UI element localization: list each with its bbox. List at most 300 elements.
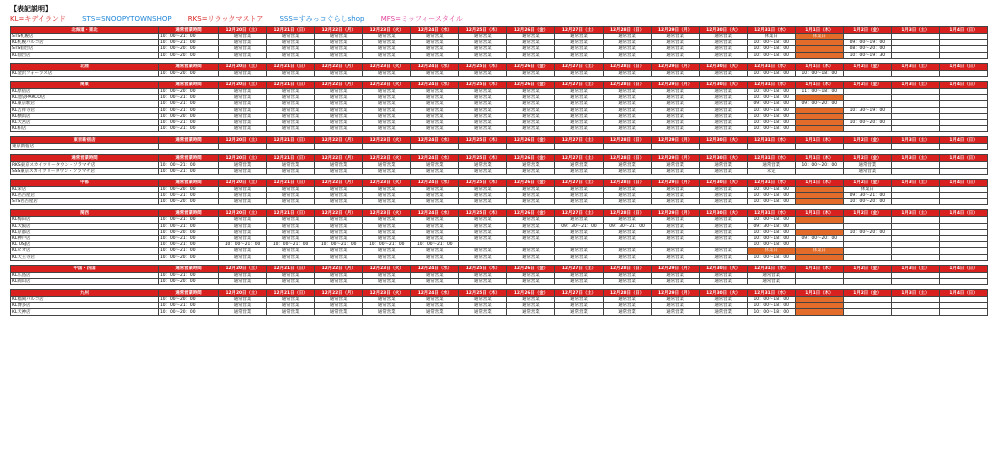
day-hours-cell: 通常営業 <box>603 95 651 101</box>
day-hours-cell <box>891 126 939 132</box>
day-hours-cell: 通常営業 <box>219 278 267 284</box>
region-table <box>10 209 988 260</box>
day-hours-cell: 通常営業 <box>267 70 315 76</box>
day-header: 12月23日（火） <box>363 63 411 70</box>
day-hours-cell: 10：00～18：00 <box>747 95 795 101</box>
region-name: 中部 <box>11 179 159 186</box>
day-hours-cell: 通常営業 <box>699 52 747 58</box>
region-name: 関西 <box>11 210 159 217</box>
day-hours-cell: 10：00～18：00 <box>747 107 795 113</box>
day-header: 12月26日（金） <box>507 210 555 217</box>
region-name: 北陸 <box>11 63 159 70</box>
day-header: 12月24日（水） <box>411 137 459 144</box>
schedule-tables <box>10 26 988 320</box>
header-row <box>11 265 988 272</box>
day-header: 12月23日（火） <box>363 155 411 162</box>
day-hours-cell: 通常営業 <box>651 254 699 260</box>
day-hours-cell: 通常営業 <box>363 95 411 101</box>
day-hours-cell <box>795 278 843 284</box>
day-hours-cell: 通常営業 <box>507 70 555 76</box>
day-hours-cell: 09：30～18：00 <box>747 223 795 229</box>
day-hours-cell: 09：00～18：00 <box>747 101 795 107</box>
day-hours-cell: 通常営業 <box>459 217 507 223</box>
region-table <box>10 154 988 174</box>
day-header: 12月21日（日） <box>267 137 315 144</box>
day-header: 12月24日（水） <box>411 179 459 186</box>
regular-hours: 10：00～21：00 <box>159 193 219 199</box>
day-header: 1月4日（日） <box>939 63 987 70</box>
day-hours-cell: 通常営業 <box>267 199 315 205</box>
day-hours-cell: 通常営業 <box>219 186 267 192</box>
store-name: KL横浜店 <box>11 113 159 119</box>
day-hours-cell: 10：00～21：00 <box>315 242 363 248</box>
day-hours-cell: 通常営業 <box>507 52 555 58</box>
day-hours-cell: 通常営業 <box>363 199 411 205</box>
day-hours-cell: 通常営業 <box>507 46 555 52</box>
header-row <box>11 210 988 217</box>
store-name: KL原宿店 <box>11 88 159 94</box>
day-hours-cell: 通常営業 <box>315 52 363 58</box>
day-header: 1月4日（日） <box>939 137 987 144</box>
day-header: 12月21日（日） <box>267 155 315 162</box>
day-hours-cell: 通常営業 <box>843 168 891 174</box>
day-hours-cell: 通常営業 <box>507 229 555 235</box>
day-hours-cell: 通常営業 <box>219 119 267 125</box>
day-header: 12月20日（土） <box>219 290 267 297</box>
day-hours-cell: 通常営業 <box>603 40 651 46</box>
day-hours-cell: 通常営業 <box>603 119 651 125</box>
day-hours-cell: 通常営業 <box>411 162 459 168</box>
day-hours-cell: 通常営業 <box>555 88 603 94</box>
day-hours-cell: 通常営業 <box>699 101 747 107</box>
day-hours-cell <box>891 199 939 205</box>
day-hours-cell: 10：00～18：00 <box>747 193 795 199</box>
day-hours-cell: 通常営業 <box>219 52 267 58</box>
regular-hours: 10：00～21：00 <box>159 95 219 101</box>
day-header: 12月28日（日） <box>603 137 651 144</box>
day-hours-cell: 通常営業 <box>507 254 555 260</box>
day-header: 12月31日（水） <box>747 210 795 217</box>
day-hours-cell: 通常営業 <box>747 272 795 278</box>
day-header: 1月1日（木） <box>795 27 843 34</box>
day-hours-cell: 通常営業 <box>459 88 507 94</box>
day-hours-cell: 通常営業 <box>507 309 555 315</box>
day-hours-cell: 通常営業 <box>507 297 555 303</box>
day-hours-cell: 通常営業 <box>363 52 411 58</box>
day-header: 12月27日（土） <box>555 179 603 186</box>
day-hours-cell: 通常営業 <box>315 126 363 132</box>
day-hours-cell <box>939 309 987 315</box>
day-hours-cell: 通常営業 <box>699 297 747 303</box>
day-header: 12月20日（土） <box>219 27 267 34</box>
day-hours-cell: 通常営業 <box>699 254 747 260</box>
day-hours-cell: 通常営業 <box>507 162 555 168</box>
legend <box>10 4 477 24</box>
day-hours-cell: 通常営業 <box>555 248 603 254</box>
day-header: 12月30日（火） <box>699 290 747 297</box>
day-hours-cell: 通常営業 <box>315 95 363 101</box>
hours-header: 通常営業時間 <box>159 155 219 162</box>
day-hours-cell: 通常営業 <box>411 199 459 205</box>
day-hours-cell: 通常営業 <box>651 186 699 192</box>
day-header: 12月31日（水） <box>747 155 795 162</box>
hours-header: 通常営業時間 <box>159 27 219 34</box>
day-hours-cell: 10：00～18：00 <box>747 186 795 192</box>
day-hours-cell: 通常営業 <box>555 95 603 101</box>
day-hours-cell: 通常営業 <box>363 119 411 125</box>
day-hours-cell: 通常営業 <box>699 34 747 40</box>
day-hours-cell: 通常営業 <box>219 199 267 205</box>
day-header: 1月2日（金） <box>843 63 891 70</box>
day-hours-cell: 通常営業 <box>219 40 267 46</box>
day-hours-cell: 09：00～20：00 <box>795 101 843 107</box>
day-hours-cell: 10：00～21：00 <box>411 242 459 248</box>
hours-table <box>10 289 988 316</box>
day-hours-cell: 通常営業 <box>267 168 315 174</box>
day-hours-cell: 通常営業 <box>219 101 267 107</box>
day-hours-cell: 通常営業 <box>603 70 651 76</box>
region-table <box>10 26 988 59</box>
day-hours-cell: 通常営業 <box>603 88 651 94</box>
day-header: 12月26日（金） <box>507 265 555 272</box>
day-hours-cell: 通常営業 <box>315 309 363 315</box>
day-hours-cell: 通常営業 <box>267 107 315 113</box>
regular-hours: 10：00～20：00 <box>159 70 219 76</box>
day-hours-cell <box>891 254 939 260</box>
day-hours-cell: 通常営業 <box>267 297 315 303</box>
day-header: 1月2日（金） <box>843 210 891 217</box>
day-hours-cell: 通常営業 <box>219 223 267 229</box>
day-header: 12月22日（月） <box>315 137 363 144</box>
regular-hours: 10：00～21：00 <box>159 168 219 174</box>
day-header: 1月4日（日） <box>939 81 987 88</box>
day-header: 12月31日（水） <box>747 290 795 297</box>
regular-hours: 10：00～20：00 <box>159 46 219 52</box>
hours-table <box>10 154 988 174</box>
day-hours-cell: 通常営業 <box>219 113 267 119</box>
day-hours-cell: 通常営業 <box>267 254 315 260</box>
region-name: 東京新宿店 <box>11 137 159 144</box>
day-hours-cell: 通常営業 <box>411 113 459 119</box>
store-name: KL池袋PARCO店 <box>11 95 159 101</box>
day-hours-cell: 通常営業 <box>699 168 747 174</box>
day-hours-cell: 通常営業 <box>843 162 891 168</box>
day-hours-cell: 通常営業 <box>603 46 651 52</box>
day-hours-cell: 通常営業 <box>315 101 363 107</box>
day-hours-cell: 11：00～18：00 <box>795 88 843 94</box>
day-hours-cell: 通常営業 <box>219 309 267 315</box>
store-row <box>11 199 988 205</box>
day-hours-cell: 通常営業 <box>555 303 603 309</box>
region-name: 通常営業時間 <box>11 155 159 162</box>
day-hours-cell: 通常営業 <box>459 52 507 58</box>
store-name: KL福岡パルコ店 <box>11 297 159 303</box>
day-header: 12月26日（金） <box>507 81 555 88</box>
day-header: 12月25日（木） <box>459 137 507 144</box>
regular-hours: 10：00～21：00 <box>159 272 219 278</box>
day-hours-cell <box>795 144 843 150</box>
day-hours-cell: 通常営業 <box>267 217 315 223</box>
day-header: 12月27日（土） <box>555 265 603 272</box>
day-header: 12月22日（月） <box>315 265 363 272</box>
day-hours-cell <box>795 309 843 315</box>
day-header: 12月20日（土） <box>219 137 267 144</box>
day-hours-cell: 通常営業 <box>603 168 651 174</box>
day-hours-cell: 通常営業 <box>699 162 747 168</box>
day-hours-cell: 通常営業 <box>699 186 747 192</box>
day-hours-cell: 通常営業 <box>315 297 363 303</box>
day-hours-cell: 10：00～18：00 <box>747 199 795 205</box>
day-hours-cell: 通常営業 <box>651 119 699 125</box>
day-hours-cell: 10：00～18：00 <box>747 70 795 76</box>
day-hours-cell: 通常営業 <box>411 95 459 101</box>
day-hours-cell: 10：00～18：00 <box>747 40 795 46</box>
hours-table <box>10 63 988 77</box>
day-hours-cell: 通常営業 <box>651 113 699 119</box>
day-header: 12月27日（土） <box>555 290 603 297</box>
day-hours-cell: 通常営業 <box>411 88 459 94</box>
regular-hours: 10：00～20：00 <box>159 52 219 58</box>
day-hours-cell: 通常営業 <box>699 126 747 132</box>
day-hours-cell: 通常営業 <box>651 297 699 303</box>
day-header: 12月27日（土） <box>555 81 603 88</box>
day-hours-cell: 通常営業 <box>267 95 315 101</box>
regular-hours: 10：00～21：00 <box>159 119 219 125</box>
day-header: 12月27日（土） <box>555 27 603 34</box>
day-hours-cell: 通常営業 <box>363 254 411 260</box>
hours-header: 通常営業時間 <box>159 179 219 186</box>
store-row <box>11 144 988 150</box>
day-hours-cell: 通常営業 <box>363 303 411 309</box>
day-hours-cell: 通常営業 <box>267 162 315 168</box>
day-hours-cell: 通常営業 <box>459 223 507 229</box>
day-hours-cell: 通常営業 <box>267 52 315 58</box>
region-name: 九州 <box>11 290 159 297</box>
day-hours-cell: 通常営業 <box>267 229 315 235</box>
day-hours-cell: 通常営業 <box>315 229 363 235</box>
day-hours-cell: 通常営業 <box>363 272 411 278</box>
day-hours-cell: 通常営業 <box>315 235 363 241</box>
day-hours-cell: 通常営業 <box>219 303 267 309</box>
regular-hours: 10：00～20：00 <box>159 254 219 260</box>
day-hours-cell <box>939 52 987 58</box>
day-hours-cell: 休業日 <box>795 34 843 40</box>
day-header: 12月21日（日） <box>267 179 315 186</box>
day-hours-cell: 通常営業 <box>507 217 555 223</box>
day-hours-cell: 通常営業 <box>363 162 411 168</box>
day-hours-cell: 通常営業 <box>411 40 459 46</box>
regular-hours: 10：00～20：00 <box>159 229 219 235</box>
store-name: KLビオ店 <box>11 248 159 254</box>
day-header: 12月31日（水） <box>747 81 795 88</box>
day-header: 12月27日（土） <box>555 210 603 217</box>
day-hours-cell: 通常営業 <box>459 95 507 101</box>
day-header: 12月26日（金） <box>507 27 555 34</box>
day-hours-cell: 10：00～20：00 <box>843 199 891 205</box>
day-hours-cell: 通常営業 <box>459 119 507 125</box>
day-hours-cell: 通常営業 <box>219 248 267 254</box>
day-hours-cell: 通常営業 <box>699 229 747 235</box>
day-hours-cell: 通常営業 <box>507 248 555 254</box>
legend-key: SSS=すみっコぐらしshop <box>279 15 365 23</box>
header-row <box>11 27 988 34</box>
day-header: 12月23日（火） <box>363 27 411 34</box>
regular-hours: 10：00～21：00 <box>159 34 219 40</box>
regular-hours: 10：00～20：00 <box>159 297 219 303</box>
day-hours-cell: 通常営業 <box>699 278 747 284</box>
day-hours-cell <box>891 278 939 284</box>
region-name: 北海道・東北 <box>11 27 159 34</box>
day-hours-cell: 通常営業 <box>651 88 699 94</box>
day-hours-cell: 通常営業 <box>219 95 267 101</box>
day-hours-cell: 通常営業 <box>507 272 555 278</box>
day-hours-cell: 通常営業 <box>315 223 363 229</box>
day-hours-cell: 通常営業 <box>315 193 363 199</box>
day-hours-cell: 通常営業 <box>411 272 459 278</box>
day-hours-cell: 通常営業 <box>651 46 699 52</box>
day-hours-cell: 通常営業 <box>459 168 507 174</box>
region-table <box>10 265 988 285</box>
day-hours-cell: 通常営業 <box>219 107 267 113</box>
day-hours-cell <box>507 144 555 150</box>
store-row <box>11 278 988 284</box>
day-hours-cell: 通常営業 <box>315 162 363 168</box>
day-hours-cell: 10：00～18：00 <box>747 254 795 260</box>
regular-hours: 10：00～21：00 <box>159 101 219 107</box>
region-table <box>10 289 988 316</box>
day-header: 12月21日（日） <box>267 81 315 88</box>
day-hours-cell <box>891 144 939 150</box>
day-hours-cell: 通常営業 <box>507 88 555 94</box>
day-header: 12月24日（水） <box>411 63 459 70</box>
day-hours-cell: 通常営業 <box>363 217 411 223</box>
regular-hours: 10：00～21：00 <box>159 107 219 113</box>
day-hours-cell: 休業日 <box>747 34 795 40</box>
day-hours-cell: 通常営業 <box>507 303 555 309</box>
day-hours-cell: 通常営業 <box>459 297 507 303</box>
day-hours-cell: 通常営業 <box>363 46 411 52</box>
day-hours-cell: 通常営業 <box>555 193 603 199</box>
day-header: 12月20日（土） <box>219 179 267 186</box>
day-header: 1月2日（金） <box>843 155 891 162</box>
day-hours-cell <box>363 144 411 150</box>
legend-key: KL=キデイランド <box>10 15 66 23</box>
store-row <box>11 126 988 132</box>
day-hours-cell: 通常営業 <box>603 229 651 235</box>
day-hours-cell: 09：30～21：00 <box>603 223 651 229</box>
day-hours-cell: 10：00～18：00 <box>747 217 795 223</box>
day-hours-cell: 10：00～18：00 <box>747 229 795 235</box>
day-header: 12月24日（水） <box>411 290 459 297</box>
day-hours-cell: 10：00～20：00 <box>843 229 891 235</box>
day-header: 12月24日（水） <box>411 155 459 162</box>
day-header: 12月31日（水） <box>747 265 795 272</box>
hours-header: 通常営業時間 <box>159 210 219 217</box>
day-hours-cell: 通常営業 <box>411 70 459 76</box>
day-hours-cell: 通常営業 <box>699 303 747 309</box>
legend-key: MFS=ミッフィースタイル <box>380 15 463 23</box>
day-hours-cell: 通常営業 <box>315 119 363 125</box>
day-hours-cell: 通常営業 <box>459 235 507 241</box>
regular-hours: 10：00～20：00 <box>159 186 219 192</box>
day-hours-cell <box>795 254 843 260</box>
day-hours-cell: 通常営業 <box>315 107 363 113</box>
hours-table <box>10 209 988 260</box>
day-hours-cell: 通常営業 <box>555 52 603 58</box>
day-header: 12月23日（火） <box>363 137 411 144</box>
day-hours-cell <box>939 254 987 260</box>
day-header: 12月20日（土） <box>219 63 267 70</box>
day-hours-cell: 通常営業 <box>411 217 459 223</box>
day-hours-cell: 通常営業 <box>555 229 603 235</box>
store-name: KL仙台店 <box>11 52 159 58</box>
day-hours-cell: 通常営業 <box>651 101 699 107</box>
day-hours-cell: 通常営業 <box>315 199 363 205</box>
day-hours-cell: 通常営業 <box>507 119 555 125</box>
day-hours-cell: 通常営業 <box>747 278 795 284</box>
day-header: 1月2日（金） <box>843 265 891 272</box>
day-hours-cell: 10：00～18：00 <box>747 242 795 248</box>
day-header: 12月26日（金） <box>507 155 555 162</box>
day-hours-cell: 通常営業 <box>363 34 411 40</box>
day-header: 1月4日（日） <box>939 179 987 186</box>
day-header: 12月29日（月） <box>651 27 699 34</box>
day-hours-cell: 通常営業 <box>219 254 267 260</box>
regular-hours: 10：00～21：00 <box>159 242 219 248</box>
day-hours-cell: 通常営業 <box>363 168 411 174</box>
day-hours-cell: 通常営業 <box>603 297 651 303</box>
day-hours-cell: 通常営業 <box>315 248 363 254</box>
day-hours-cell: 通常営業 <box>699 107 747 113</box>
day-header: 1月2日（金） <box>843 27 891 34</box>
day-hours-cell: 通常営業 <box>507 168 555 174</box>
day-hours-cell: 通常営業 <box>555 126 603 132</box>
legend-key: RKS=リラックマストア <box>187 15 264 23</box>
day-hours-cell: 通常営業 <box>459 186 507 192</box>
day-hours-cell: 通常営業 <box>363 235 411 241</box>
day-header: 12月22日（月） <box>315 290 363 297</box>
day-hours-cell: 通常営業 <box>603 272 651 278</box>
day-hours-cell: 09：00～20：00 <box>795 235 843 241</box>
day-hours-cell: 10：00～18：00 <box>747 46 795 52</box>
day-hours-cell: 通常営業 <box>459 101 507 107</box>
region-table <box>10 81 988 132</box>
day-hours-cell: 通常営業 <box>651 52 699 58</box>
header-row <box>11 137 988 144</box>
day-header: 12月23日（火） <box>363 81 411 88</box>
day-hours-cell: 通常営業 <box>459 278 507 284</box>
header-row <box>11 63 988 70</box>
day-hours-cell <box>795 126 843 132</box>
store-name: KL東京駅店 <box>11 101 159 107</box>
regular-hours: 10：00～20：00 <box>159 309 219 315</box>
day-hours-cell: 通常営業 <box>459 34 507 40</box>
hours-header: 通常営業時間 <box>159 290 219 297</box>
day-hours-cell: 通常営業 <box>603 248 651 254</box>
header-row <box>11 290 988 297</box>
day-header: 1月1日（木） <box>795 210 843 217</box>
day-header: 12月31日（水） <box>747 27 795 34</box>
day-hours-cell: 通常営業 <box>699 199 747 205</box>
regular-hours: 10：00～21：00 <box>159 40 219 46</box>
day-hours-cell <box>843 278 891 284</box>
day-hours-cell: 通常営業 <box>411 107 459 113</box>
day-hours-cell: 通常営業 <box>363 126 411 132</box>
store-name: KL吉祥寺店 <box>11 107 159 113</box>
day-header: 1月2日（金） <box>843 137 891 144</box>
day-header: 1月2日（金） <box>843 290 891 297</box>
day-hours-cell: 通常営業 <box>651 303 699 309</box>
